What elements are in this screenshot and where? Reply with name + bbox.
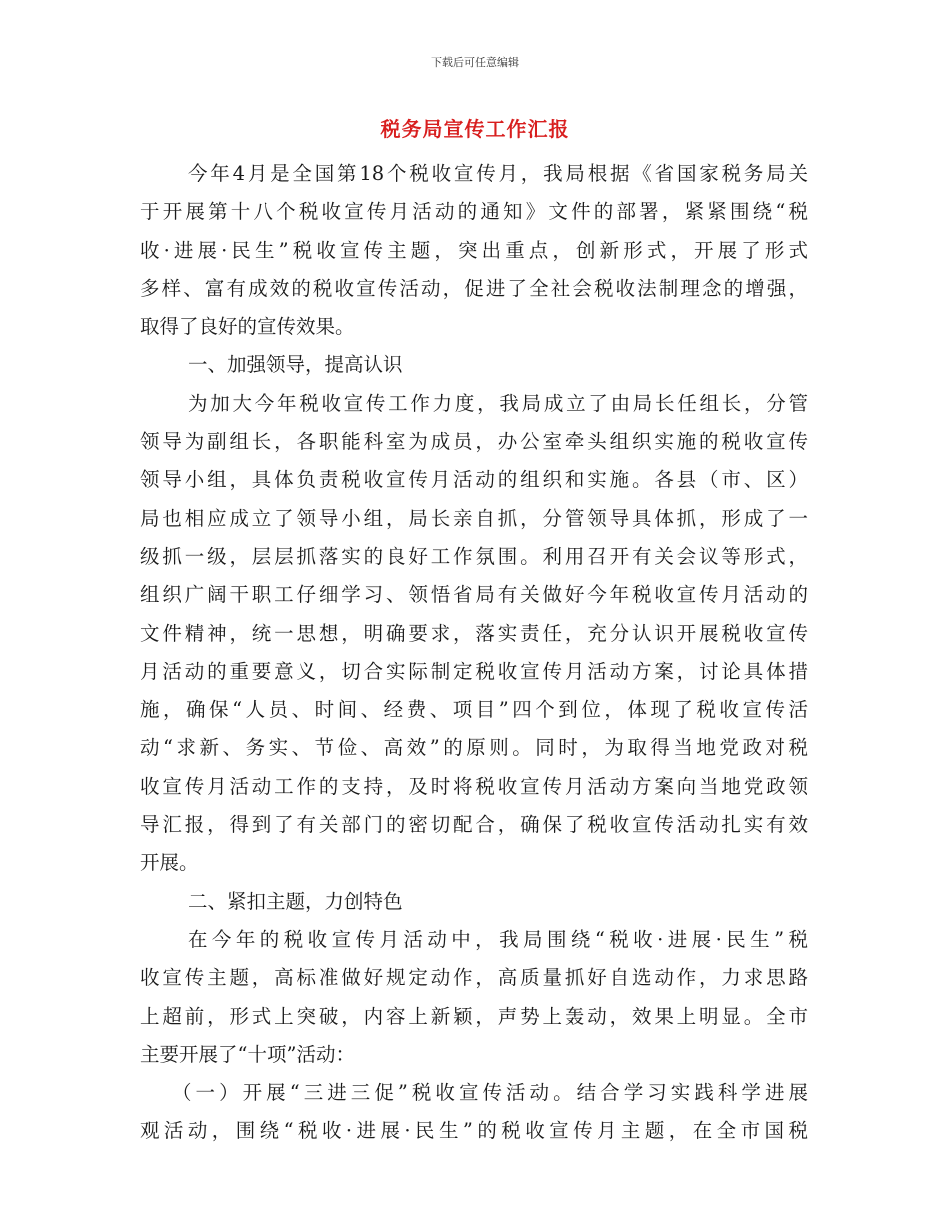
document-body (140, 155, 808, 1151)
paragraph-line: 观活动，围绕“税收·进展·民生”的税收宣传月主题，在全市国税 (140, 1119, 808, 1143)
paragraph-line: 局也相应成立了领导小组，局长亲自抓，分管领导具体抓，形成了一 (140, 506, 808, 530)
paragraph-line: 收宣传主题，高标准做好规定动作，高质量抓好自选动作，力求思路 (140, 966, 808, 990)
paragraph-line: 于开展第十八个税收宣传月活动的通知》文件的部署，紧紧围绕“税 (140, 200, 808, 224)
paragraph-line: 收宣传月活动工作的支持，及时将税收宣传月活动方案向当地党政领 (140, 774, 808, 798)
paragraph-line: 月活动的重要意义，切合实际制定税收宣传月活动方案，讨论具体措 (140, 659, 808, 683)
section-heading: 二、紧扣主题，力创特色 (188, 889, 403, 913)
section-heading: 一、加强领导，提高认识 (188, 353, 403, 377)
paragraph-line: 动“求新、务实、节俭、高效”的原则。同时，为取得当地党政对税 (140, 736, 808, 760)
paragraph-line: 组织广阔干职工仔细学习、领悟省局有关做好今年税收宣传月活动的 (140, 583, 808, 607)
subsection-line: （一）开展“三进三促”税收宣传活动。结合学习实践科学进展 (172, 1081, 808, 1105)
paragraph-line: 导汇报，得到了有关部门的密切配合，确保了税收宣传活动扎实有效 (140, 813, 808, 837)
paragraph-line: 主要开展了“十项”活动： (140, 1042, 355, 1066)
paragraph-line: 级抓一级，层层抓落实的良好工作氛围。利用召开有关会议等形式， (140, 544, 808, 568)
document-title: 税务局宣传工作汇报 (380, 117, 570, 141)
paragraph-line: 施，确保“人员、时间、经费、项目”四个到位，体现了税收宣传活 (140, 698, 808, 722)
paragraph-line: 多样、富有成效的税收宣传活动，促进了全社会税收法制理念的增强， (140, 276, 808, 300)
paragraph-line: 开展。 (140, 851, 199, 875)
paragraph-line: 今年4月是全国第18个税收宣传月，我局根据《省国家税务局关 (188, 162, 808, 185)
paragraph-line: 为加大今年税收宣传工作力度，我局成立了由局长任组长，分管 (188, 391, 808, 415)
paragraph-line: 收·进展·民生”税收宣传主题，突出重点，创新形式，开展了形式 (140, 238, 808, 262)
page-header-note: 下载后可任意编辑 (431, 56, 519, 69)
paragraph-line: 上超前，形式上突破，内容上新颖，声势上轰动，效果上明显。全市 (140, 1004, 808, 1028)
paragraph-line: 取得了良好的宣传效果。 (140, 315, 355, 339)
paragraph-line: 在今年的税收宣传月活动中，我局围绕“税收·进展·民生”税 (188, 927, 808, 951)
paragraph-line: 领导小组，具体负责税收宣传月活动的组织和实施。各县（市、区） (140, 468, 808, 492)
paragraph-line: 领导为副组长，各职能科室为成员，办公室牵头组织实施的税收宣传 (140, 430, 808, 454)
paragraph-line: 文件精神，统一思想，明确要求，落实责任，充分认识开展税收宣传 (140, 621, 808, 645)
